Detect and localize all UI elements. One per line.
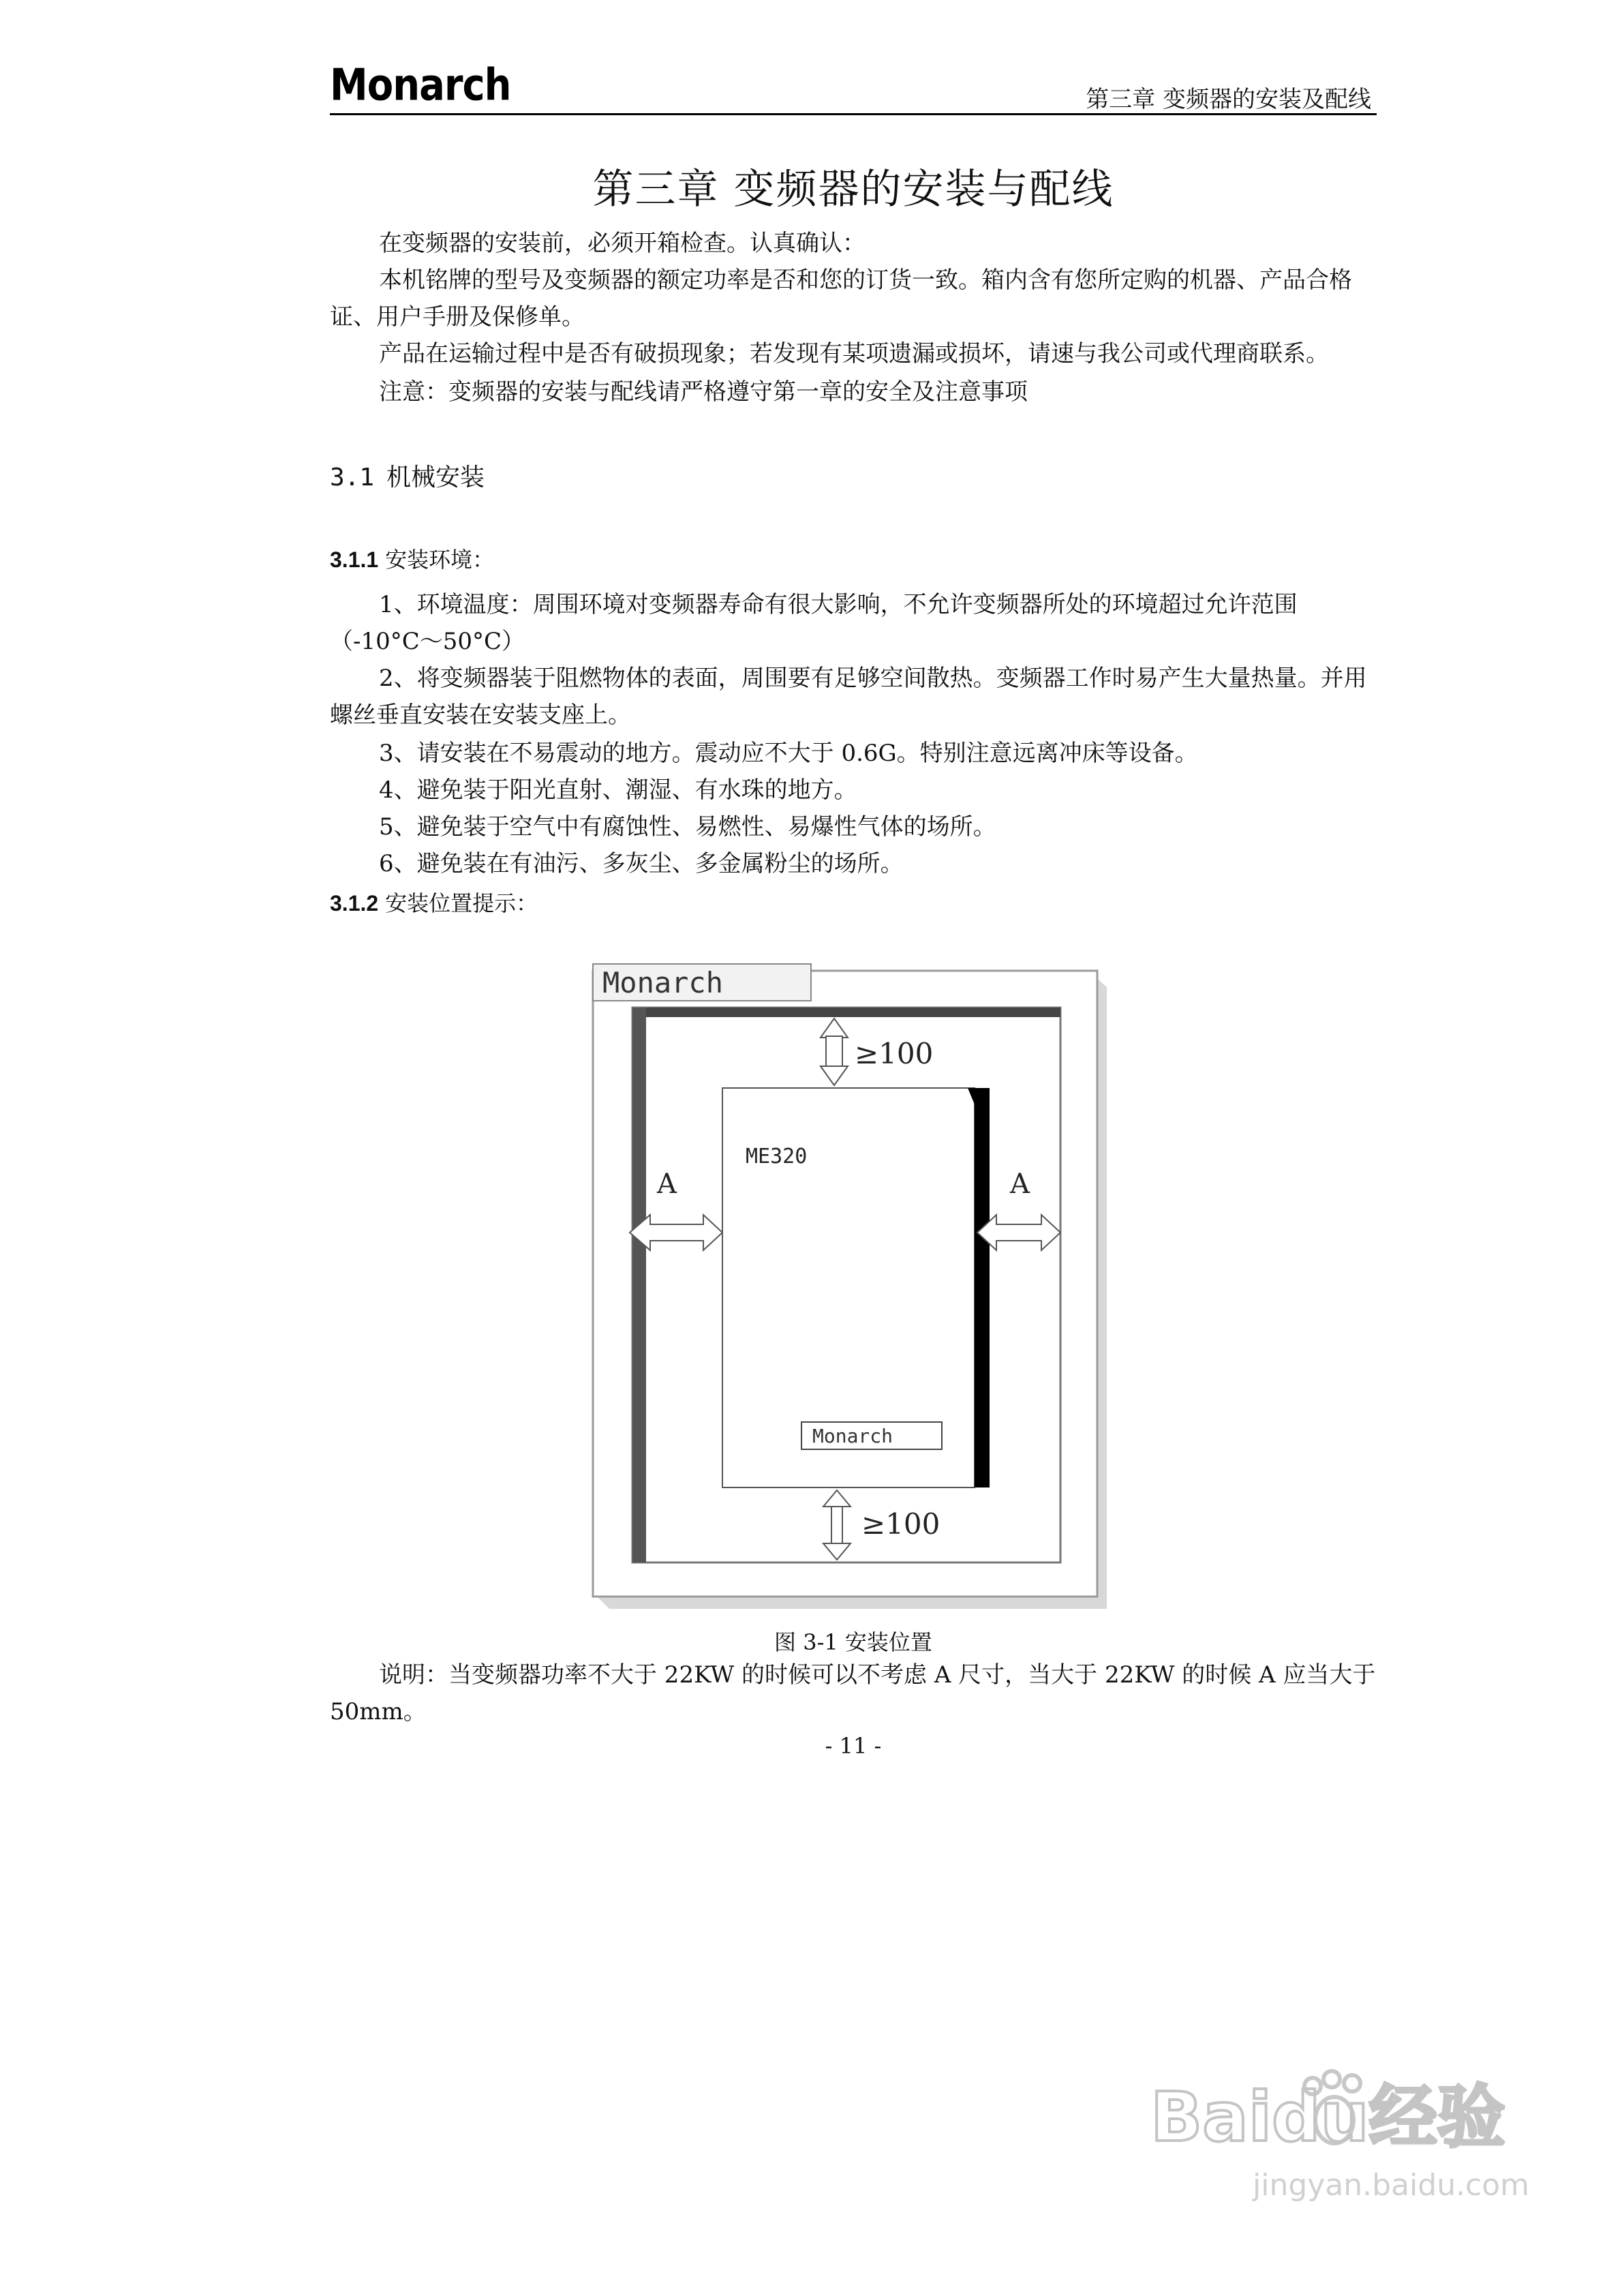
- baidu-jingyan-watermark: [1150, 2059, 1532, 2209]
- monarch-logo: Monarch: [330, 60, 511, 111]
- environment-item-4: 4、避免装于阳光直射、潮湿、有水珠的地方。: [379, 776, 857, 804]
- intro-paragraph-2: 本机铭牌的型号及变频器的额定功率是否和您的订货一致。箱内含有您所定购的机器、产品合格证、用户手册及保修单。: [330, 267, 1352, 331]
- bottom-clearance-label: ≥100: [861, 1507, 940, 1541]
- intro-paragraph-4: 注意：变频器的安装与配线请严格遵守第一章的安全及注意事项: [379, 378, 1028, 406]
- intro-paragraph-1: 在变频器的安装前，必须开箱检查。认真确认：: [379, 230, 866, 257]
- right-clearance-label: A: [1010, 1168, 1030, 1200]
- drive-model-label: ME320: [746, 1145, 808, 1168]
- watermark-brand: Baidu经验: [1150, 2077, 1505, 2157]
- section-heading-3-1: 3.1 机械安装: [330, 464, 485, 492]
- drive-side-shadow: [975, 1088, 990, 1487]
- page-header: [330, 60, 1377, 115]
- figure-caption: 图 3-1 安装位置: [774, 1629, 932, 1655]
- environment-item-6: 6、避免装在有油污、多灰尘、多金属粉尘的场所。: [379, 850, 904, 877]
- environment-item-5: 5、避免装于空气中有腐蚀性、易燃性、易爆性气体的场所。: [379, 813, 996, 841]
- page-number: - 11 -: [825, 1733, 882, 1759]
- header-chapter-title: 第三章 变频器的安装及配线: [1086, 86, 1371, 113]
- left-clearance-label: A: [657, 1168, 677, 1200]
- installation-position-figure: [589, 961, 1123, 1609]
- section-heading-3-1-1: 3.1.1 安装环境：: [330, 547, 495, 573]
- top-rail: [632, 1008, 1060, 1017]
- intro-paragraph-3: 产品在运输过程中是否有破损现象；若发现有某项遗漏或损坏，请速与我公司或代理商联系。: [379, 340, 1329, 367]
- top-clearance-label: ≥100: [855, 1037, 934, 1070]
- watermark-url: jingyan.baidu.com: [1253, 2168, 1530, 2203]
- environment-item-1: 1、环境温度：周围环境对变频器寿命有很大影响，不允许变频器所处的环境超过允许范围（-10°C～50°C）: [330, 591, 1298, 655]
- header-rule: [330, 113, 1377, 115]
- environment-item-3: 3、请安装在不易震动的地方。震动应不大于 0.6G。特别注意远离冲床等设备。: [379, 740, 1198, 767]
- environment-item-2: 2、将变频器装于阻燃物体的表面，周围要有足够空间散热。变频器工作时易产生大量热量。并用螺丝垂直安装在安装支座上。: [330, 665, 1367, 729]
- left-rail: [632, 1008, 646, 1562]
- figure-note: 说明：当变频器功率不大于 22KW 的时候可以不考虑 A 尺寸，当大于 22KW 的时候 A 应当大于 50mm。: [330, 1661, 1376, 1725]
- cabinet-label: Monarch: [602, 966, 724, 999]
- drive-nameplate-label: Monarch: [812, 1425, 893, 1447]
- section-heading-3-1-2: 3.1.2 安装位置提示：: [330, 890, 538, 916]
- chapter-title: 第三章 变频器的安装与配线: [592, 166, 1114, 213]
